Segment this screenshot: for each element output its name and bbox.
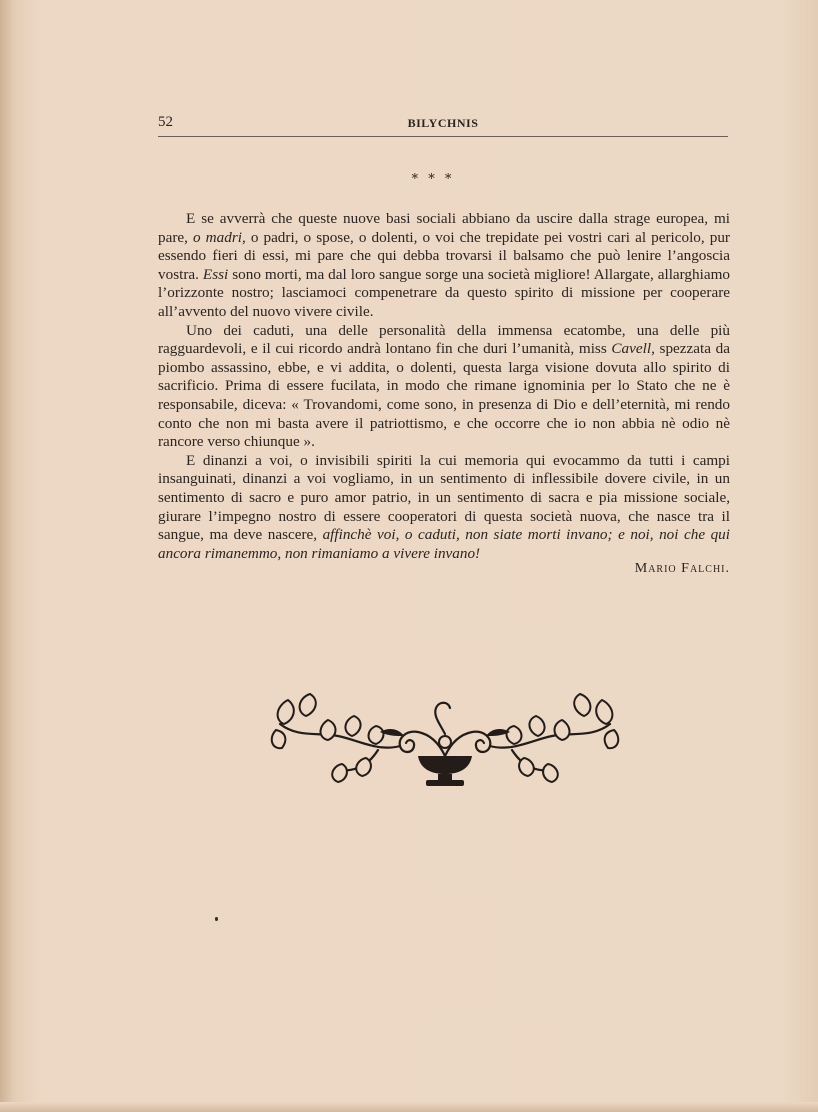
page-number: 52 bbox=[158, 114, 173, 130]
page-gutter-shadow bbox=[0, 0, 14, 1112]
page-bottom-edge bbox=[0, 1102, 818, 1112]
journal-title: BILYCHNIS bbox=[407, 116, 479, 130]
author-signature: Mario Falchi. bbox=[634, 561, 730, 576]
article-body bbox=[158, 210, 730, 563]
running-header bbox=[158, 114, 728, 137]
paragraph-3: E dinanzi a voi, o invisibili spiriti la cui memoria qui evocammo da tutti i campi insanguinati, dinanzi a voi vogliamo, in un sentimento di inflessibile dovere civile, in un sentimento di sacro e puro amor patrio, in un sentimento di sacra e pia missione sociale, giurare l’impegno nostro di essere cooperatori di questa società nuova, che nasce tra il sangue, ma deve nascere, affinchè voi, o caduti, non siate morti invano; e noi, noi che qui ancora rimanemmo, non rimaniamo a vivere invano! bbox=[158, 451, 730, 562]
floral-urn-ornament-icon bbox=[268, 686, 622, 790]
section-separator: * * * bbox=[411, 172, 455, 187]
paper-speck bbox=[215, 917, 218, 921]
paragraph-2: Uno dei caduti, una delle personalità della immensa ecatombe, una delle più ragguardevoli, e il cui ricordo andrà lontano fin che duri l’umanità, miss Cavell, spezzata da piombo assassino, ebbe, e vi addita, o dolenti, questa larga visione dovuta allo spirito di sacrificio. Prima di essere fucilata, in modo che rimane ignominia per lo Stato che ne è responsabile, diceva: « Trovandomi, come sono, in presenza di Dio e dell’eternità, mi rendo conto che non mi basta avere il patriottismo, e che occorre che io non abbia nè odio nè rancore verso chiunque ». bbox=[158, 321, 730, 451]
paragraph-1: E se avverrà che queste nuove basi sociali abbiano da uscire dalla strage europea, mi pare, o madri, o padri, o spose, o dolenti, o voi che trepidate pei vostri cari al pericolo, pur essendo fieri di essi, mi pare che qui debba trovarsi il balsamo che può lenire l’angoscia vostra. Essi sono morti, ma dal loro sangue sorge una società migliore! Allargate, allarghiamo l’orizzonte nostro; lasciamoci compenetrare da questo spirito di missione per cooperare all’avvento del nuovo vivere civile. bbox=[158, 210, 730, 320]
